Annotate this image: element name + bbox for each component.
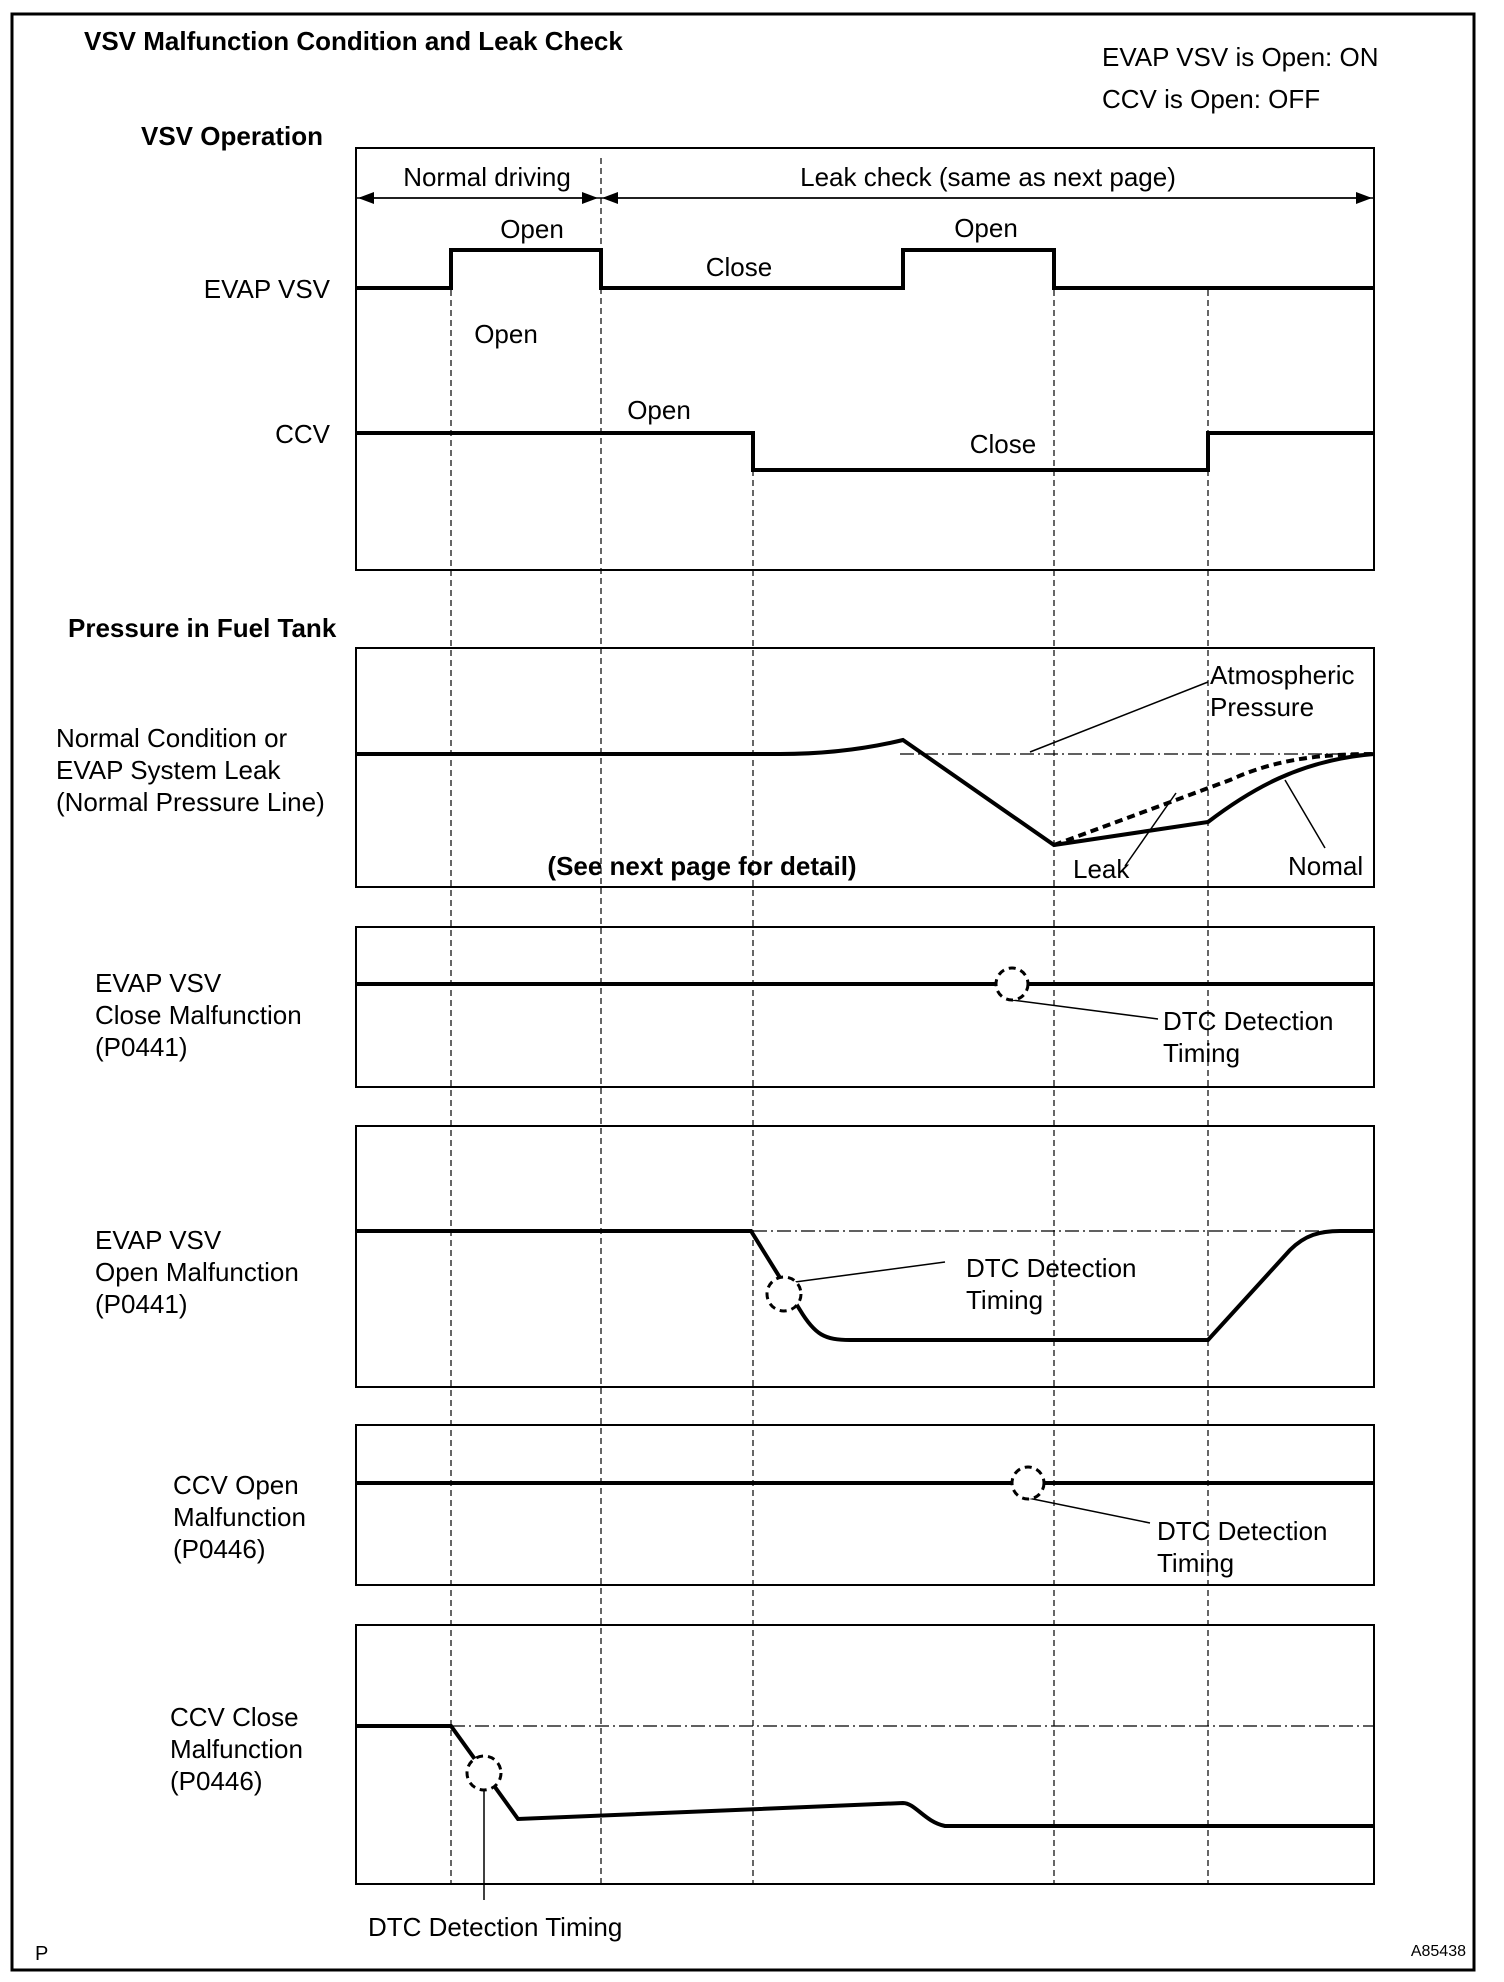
pressure-row-label-line1: Normal Condition or xyxy=(56,723,288,753)
evap-vsv-close-dtc-line2: Timing xyxy=(1163,1038,1241,1068)
evap-vsv-open-label-1: Open xyxy=(500,214,564,244)
ccv-signal xyxy=(357,433,1374,470)
atmospheric-label-line2: Pressure xyxy=(1210,692,1315,722)
ccv-open-dtc-marker xyxy=(1012,1467,1044,1499)
ccv-open-label-line3: (P0446) xyxy=(173,1534,266,1564)
evap-vsv-signal xyxy=(357,250,1374,288)
ccv-close-dtc-label: DTC Detection Timing xyxy=(368,1912,623,1942)
diagram-title: VSV Malfunction Condition and Leak Check xyxy=(84,26,623,56)
phase-leak-label: Leak check (same as next page) xyxy=(800,162,1176,192)
vsv-operation-heading: VSV Operation xyxy=(141,121,324,151)
evap-vsv-close-dtc-line1: DTC Detection xyxy=(1163,1006,1334,1036)
ccv-open-label-2: Open xyxy=(627,395,691,425)
evap-vsv-open-dtc-line1: DTC Detection xyxy=(966,1253,1137,1283)
evap-vsv-open-label-line1: EVAP VSV xyxy=(95,1225,222,1255)
see-next-page-note: (See next page for detail) xyxy=(547,851,857,881)
evap-vsv-open-dtc-line2: Timing xyxy=(966,1285,1044,1315)
evap-vsv-open-trace xyxy=(357,1231,1374,1340)
ccv-close-panel xyxy=(356,1625,1374,1884)
pressure-row-label-line2: EVAP System Leak xyxy=(56,755,281,785)
leak-label: Leak xyxy=(1073,854,1130,884)
normal-pressure-line xyxy=(357,740,1374,845)
evap-vsv-close-label-line3: (P0441) xyxy=(95,1032,188,1062)
ccv-open-dtc-line2: Timing xyxy=(1157,1548,1235,1578)
outer-frame xyxy=(12,14,1474,1970)
evap-vsv-close-dtc-marker xyxy=(996,968,1028,1000)
legend-evap-vsv: EVAP VSV is Open: ON xyxy=(1102,42,1379,72)
ccv-close-label-line2: Malfunction xyxy=(170,1734,303,1764)
ccv-close-label-line3: (P0446) xyxy=(170,1766,263,1796)
evap-vsv-close-dtc-leader xyxy=(1012,1000,1158,1019)
ccv-close-label-line1: CCV Close xyxy=(170,1702,299,1732)
evap-vsv-close-label-line2: Close Malfunction xyxy=(95,1000,302,1030)
legend-ccv: CCV is Open: OFF xyxy=(1102,84,1321,114)
evap-vsv-open-label-2: Open xyxy=(954,213,1018,243)
phase-arrow-leak xyxy=(602,192,1372,204)
vsv-operation-panel xyxy=(356,148,1374,570)
evap-vsv-close-label-line1: EVAP VSV xyxy=(95,968,222,998)
ccv-row-label: CCV xyxy=(275,419,330,449)
ccv-open-dtc-line1: DTC Detection xyxy=(1157,1516,1328,1546)
evap-vsv-row-label: EVAP VSV xyxy=(203,274,330,304)
ccv-open-label-line2: Malfunction xyxy=(173,1502,306,1532)
evap-vsv-close-label: Close xyxy=(705,252,773,282)
evap-vsv-open-dtc-marker xyxy=(767,1277,801,1311)
ccv-open-dtc-leader xyxy=(1028,1498,1150,1523)
evap-vsv-open-label-line3: (P0441) xyxy=(95,1289,188,1319)
ccv-close-label: Close xyxy=(969,429,1037,459)
pressure-heading: Pressure in Fuel Tank xyxy=(68,613,337,643)
ccv-open-label-line1: CCV Open xyxy=(173,1470,299,1500)
ccv-open-label-1: Open xyxy=(474,319,538,349)
evap-vsv-open-panel xyxy=(356,1126,1374,1387)
ccv-close-dtc-marker xyxy=(467,1756,501,1790)
evap-vsv-open-label-line2: Open Malfunction xyxy=(95,1257,299,1287)
leak-pressure-line xyxy=(1054,754,1374,845)
atmospheric-label-line1: Atmospheric xyxy=(1210,660,1355,690)
phase-arrow-normal xyxy=(358,192,598,204)
normal-label: Nomal xyxy=(1288,851,1364,881)
pressure-row-label-line3: (Normal Pressure Line) xyxy=(56,787,325,817)
footer-figure-id: A85438 xyxy=(1410,1943,1466,1960)
evap-vsv-open-dtc-leader xyxy=(795,1262,945,1282)
ccv-close-trace xyxy=(357,1726,1374,1826)
normal-leader xyxy=(1285,780,1325,848)
atmospheric-leader xyxy=(1030,682,1208,752)
phase-normal-label: Normal driving xyxy=(403,162,571,192)
footer-left-code: P xyxy=(35,1943,49,1965)
